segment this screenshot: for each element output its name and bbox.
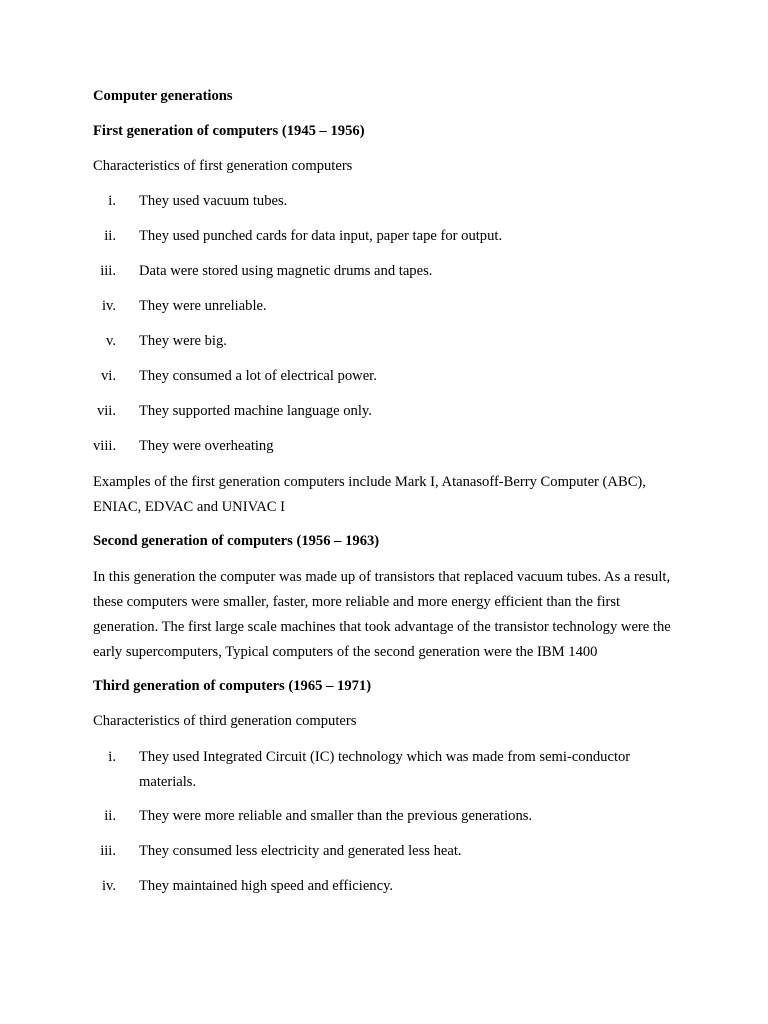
document-title: Computer generations bbox=[93, 88, 233, 104]
list-item-text: They were overheating bbox=[139, 438, 274, 454]
first-generation-examples: Examples of the first generation computers include Mark I, Atanasoff-Berry Computer (ABC), ENIAC, EDVAC and UNIVAC I bbox=[93, 474, 646, 515]
first-generation-heading: First generation of computers (1945 – 1956) bbox=[93, 123, 365, 139]
list-item bbox=[93, 295, 673, 317]
list-item-text: They supported machine language only. bbox=[139, 403, 372, 419]
list-item-number: ii. bbox=[104, 228, 116, 244]
list-item bbox=[93, 745, 673, 795]
list-item-number: viii. bbox=[93, 438, 117, 454]
list-item-number: iv. bbox=[101, 298, 116, 314]
list-item-text: They were big. bbox=[139, 333, 227, 349]
list-item-number: iv. bbox=[101, 878, 116, 894]
list-item-number: iii. bbox=[100, 843, 116, 859]
list-item-text: They used punched cards for data input, paper tape for output. bbox=[139, 228, 503, 244]
list-item-text: They were unreliable. bbox=[139, 298, 267, 314]
list-item-number: i. bbox=[108, 193, 116, 209]
list-item-number: ii. bbox=[104, 808, 116, 824]
third-generation-intro: Characteristics of third generation computers bbox=[93, 713, 357, 729]
third-generation-list bbox=[93, 745, 673, 897]
list-item bbox=[93, 875, 673, 897]
list-item-number: v. bbox=[106, 333, 116, 349]
third-generation-heading: Third generation of computers (1965 – 1971) bbox=[93, 678, 372, 694]
list-item-number: vii. bbox=[96, 403, 116, 419]
second-generation-heading: Second generation of computers (1956 – 1963) bbox=[93, 533, 380, 549]
list-item-text: They were more reliable and smaller than the previous generations. bbox=[139, 808, 533, 824]
first-generation-list bbox=[93, 190, 673, 457]
list-item-text: They consumed a lot of electrical power. bbox=[139, 368, 377, 384]
list-item-number: vi. bbox=[101, 368, 116, 384]
list-item-text: They maintained high speed and efficiency. bbox=[139, 878, 394, 894]
list-item bbox=[93, 225, 673, 247]
list-item bbox=[93, 400, 673, 422]
list-item-text: They used vacuum tubes. bbox=[139, 193, 288, 209]
second-generation-body: In this generation the computer was made up of transistors that replaced vacuum tubes. As a result, these computers were smaller, faster, more reliable and more energy efficient than the first generation. The first large scale machines that took advantage of the transistor technology were the early supercomputers, Typical computers of the second generation were the IBM 1400 bbox=[93, 569, 671, 660]
list-item-text: They consumed less electricity and generated less heat. bbox=[139, 843, 462, 859]
first-generation-intro: Characteristics of first generation computers bbox=[93, 158, 353, 174]
document-page bbox=[93, 85, 673, 910]
list-item bbox=[93, 840, 673, 862]
list-item-number: i. bbox=[108, 749, 116, 765]
list-item-text: Data were stored using magnetic drums and tapes. bbox=[139, 263, 433, 279]
list-item bbox=[93, 365, 673, 387]
list-item bbox=[93, 435, 673, 457]
list-item bbox=[93, 260, 673, 282]
list-item bbox=[93, 805, 673, 827]
list-item bbox=[93, 190, 673, 212]
list-item-text: They used Integrated Circuit (IC) technology which was made from semi-conductor materials. bbox=[139, 749, 631, 790]
list-item bbox=[93, 330, 673, 352]
list-item-number: iii. bbox=[100, 263, 116, 279]
